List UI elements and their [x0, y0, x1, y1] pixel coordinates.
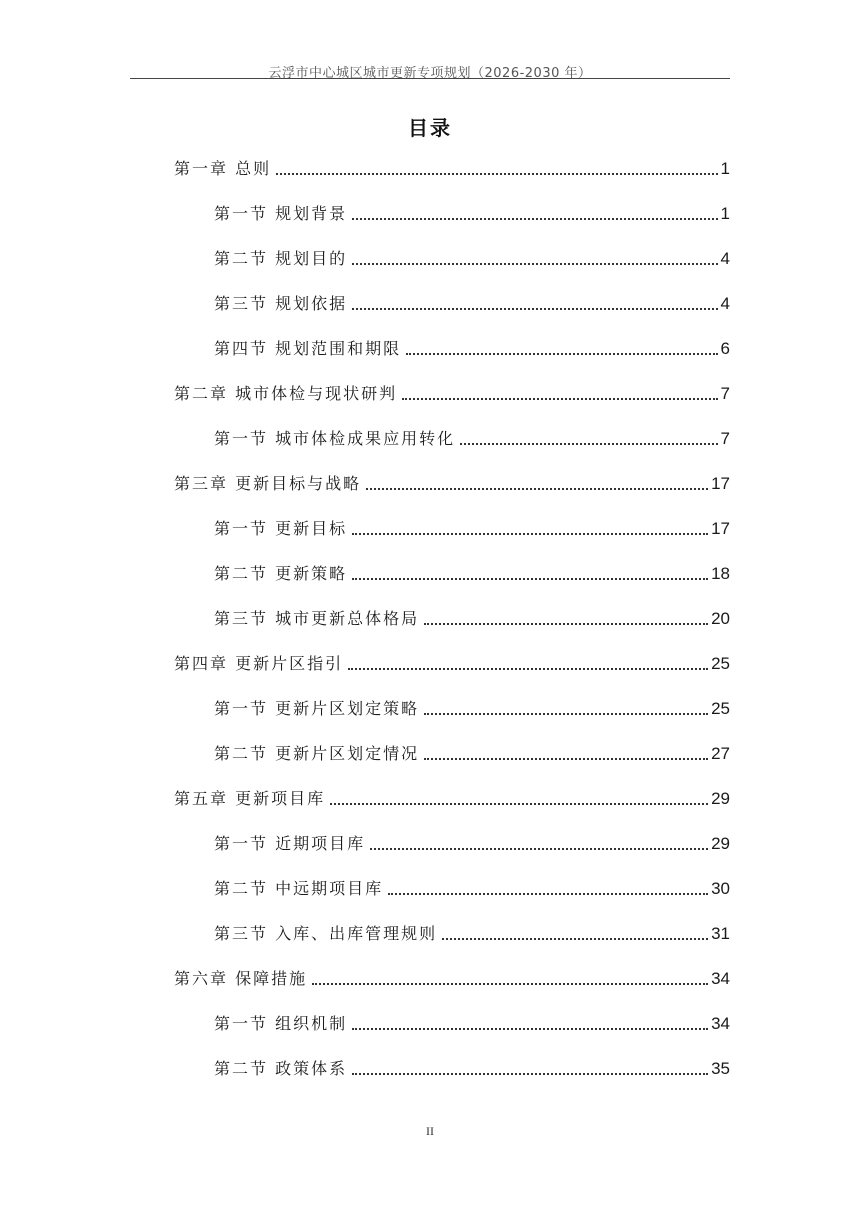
page-number: II — [426, 1124, 434, 1138]
dot-leader — [370, 848, 708, 850]
toc-entry-label: 第二节 规划目的 — [214, 249, 348, 268]
toc-entry-section[interactable] — [214, 285, 730, 315]
toc-entry-page: 20 — [711, 609, 730, 628]
dot-leader — [352, 1073, 708, 1075]
toc-entry-label: 第二节 中远期项目库 — [214, 879, 384, 898]
toc-entry-label: 第五章 更新项目库 — [174, 789, 326, 808]
dot-leader — [352, 1028, 708, 1030]
toc-entry-section[interactable] — [214, 1005, 730, 1035]
toc-entry-label: 第二章 城市体检与现状研判 — [174, 384, 398, 403]
toc-entry-label: 第三节 城市更新总体格局 — [214, 609, 420, 628]
toc-entry-chapter-6[interactable] — [174, 960, 730, 990]
toc-entry-page: 27 — [711, 744, 730, 763]
toc-entry-section[interactable] — [214, 330, 730, 360]
dot-leader — [424, 758, 708, 760]
toc-entry-page: 4 — [720, 294, 730, 313]
toc-entry-label: 第六章 保障措施 — [174, 969, 308, 988]
toc-entry-page: 1 — [720, 159, 730, 178]
toc-entry-section[interactable] — [214, 870, 730, 900]
dot-leader — [312, 983, 708, 985]
dot-leader — [276, 173, 717, 175]
toc-entry-page: 18 — [711, 564, 730, 583]
toc-entry-page: 1 — [720, 204, 730, 223]
toc-entry-page: 29 — [711, 834, 730, 853]
toc-entry-section[interactable] — [214, 690, 730, 720]
toc-entry-section[interactable] — [214, 915, 730, 945]
toc-entry-label: 第一节 城市体检成果应用转化 — [214, 429, 456, 448]
toc-entry-label: 第三章 更新目标与战略 — [174, 474, 362, 493]
toc-entry-chapter-2[interactable] — [174, 375, 730, 405]
toc-entry-page: 29 — [711, 789, 730, 808]
toc-entry-label: 第一章 总则 — [174, 159, 272, 178]
toc-entry-label: 第三节 入库、出库管理规则 — [214, 924, 438, 943]
dot-leader — [424, 713, 708, 715]
dot-leader — [348, 668, 708, 670]
toc-entry-section[interactable] — [214, 240, 730, 270]
toc-entry-page: 34 — [711, 969, 730, 988]
dot-leader — [402, 398, 717, 400]
toc-entry-section[interactable] — [214, 735, 730, 765]
toc-entry-page: 4 — [720, 249, 730, 268]
toc-entry-section[interactable] — [214, 600, 730, 630]
toc-entry-label: 第二节 政策体系 — [214, 1059, 348, 1078]
dot-leader — [352, 578, 708, 580]
toc-entry-section[interactable] — [214, 420, 730, 450]
toc-entry-chapter-4[interactable] — [174, 645, 730, 675]
dot-leader — [352, 263, 717, 265]
toc-entry-section[interactable] — [214, 555, 730, 585]
dot-leader — [424, 623, 708, 625]
toc-entry-label: 第四节 规划范围和期限 — [214, 339, 402, 358]
toc-entry-chapter-1[interactable] — [174, 150, 730, 180]
toc-title: 目录 — [408, 116, 452, 140]
dot-leader — [442, 938, 708, 940]
toc-entry-page: 17 — [711, 519, 730, 538]
toc-entry-page: 6 — [720, 339, 730, 358]
toc-entry-label: 第一节 更新片区划定策略 — [214, 699, 420, 718]
dot-leader — [352, 218, 717, 220]
toc-entry-page: 35 — [711, 1059, 730, 1078]
dot-leader — [352, 308, 717, 310]
toc-entry-label: 第二节 更新策略 — [214, 564, 348, 583]
toc-entry-label: 第一节 规划背景 — [214, 204, 348, 223]
running-header: 云浮市中心城区城市更新专项规划（2026-2030 年） — [268, 66, 592, 81]
toc-entry-section[interactable] — [214, 195, 730, 225]
toc-entry-page: 34 — [711, 1014, 730, 1033]
toc-entry-label: 第二节 更新片区划定情况 — [214, 744, 420, 763]
toc-entry-page: 7 — [720, 429, 730, 448]
toc-entry-page: 30 — [711, 879, 730, 898]
toc-entry-page: 31 — [711, 924, 730, 943]
toc-entry-label: 第一节 更新目标 — [214, 519, 348, 538]
toc-entry-page: 7 — [720, 384, 730, 403]
toc-entry-label: 第三节 规划依据 — [214, 294, 348, 313]
toc-entry-chapter-5[interactable] — [174, 780, 730, 810]
dot-leader — [366, 488, 708, 490]
toc-entry-label: 第四章 更新片区指引 — [174, 654, 344, 673]
toc-entry-label: 第一节 组织机制 — [214, 1014, 348, 1033]
dot-leader — [406, 353, 717, 355]
toc-entry-section[interactable] — [214, 825, 730, 855]
toc-entry-page: 25 — [711, 699, 730, 718]
dot-leader — [388, 893, 708, 895]
toc-entry-page: 25 — [711, 654, 730, 673]
toc-entry-section[interactable] — [214, 1050, 730, 1080]
toc-entry-page: 17 — [711, 474, 730, 493]
toc-entry-section[interactable] — [214, 510, 730, 540]
toc-entry-label: 第一节 近期项目库 — [214, 834, 366, 853]
dot-leader — [330, 803, 708, 805]
toc-entry-chapter-3[interactable] — [174, 465, 730, 495]
header-divider — [130, 78, 730, 79]
dot-leader — [460, 443, 717, 445]
dot-leader — [352, 533, 708, 535]
